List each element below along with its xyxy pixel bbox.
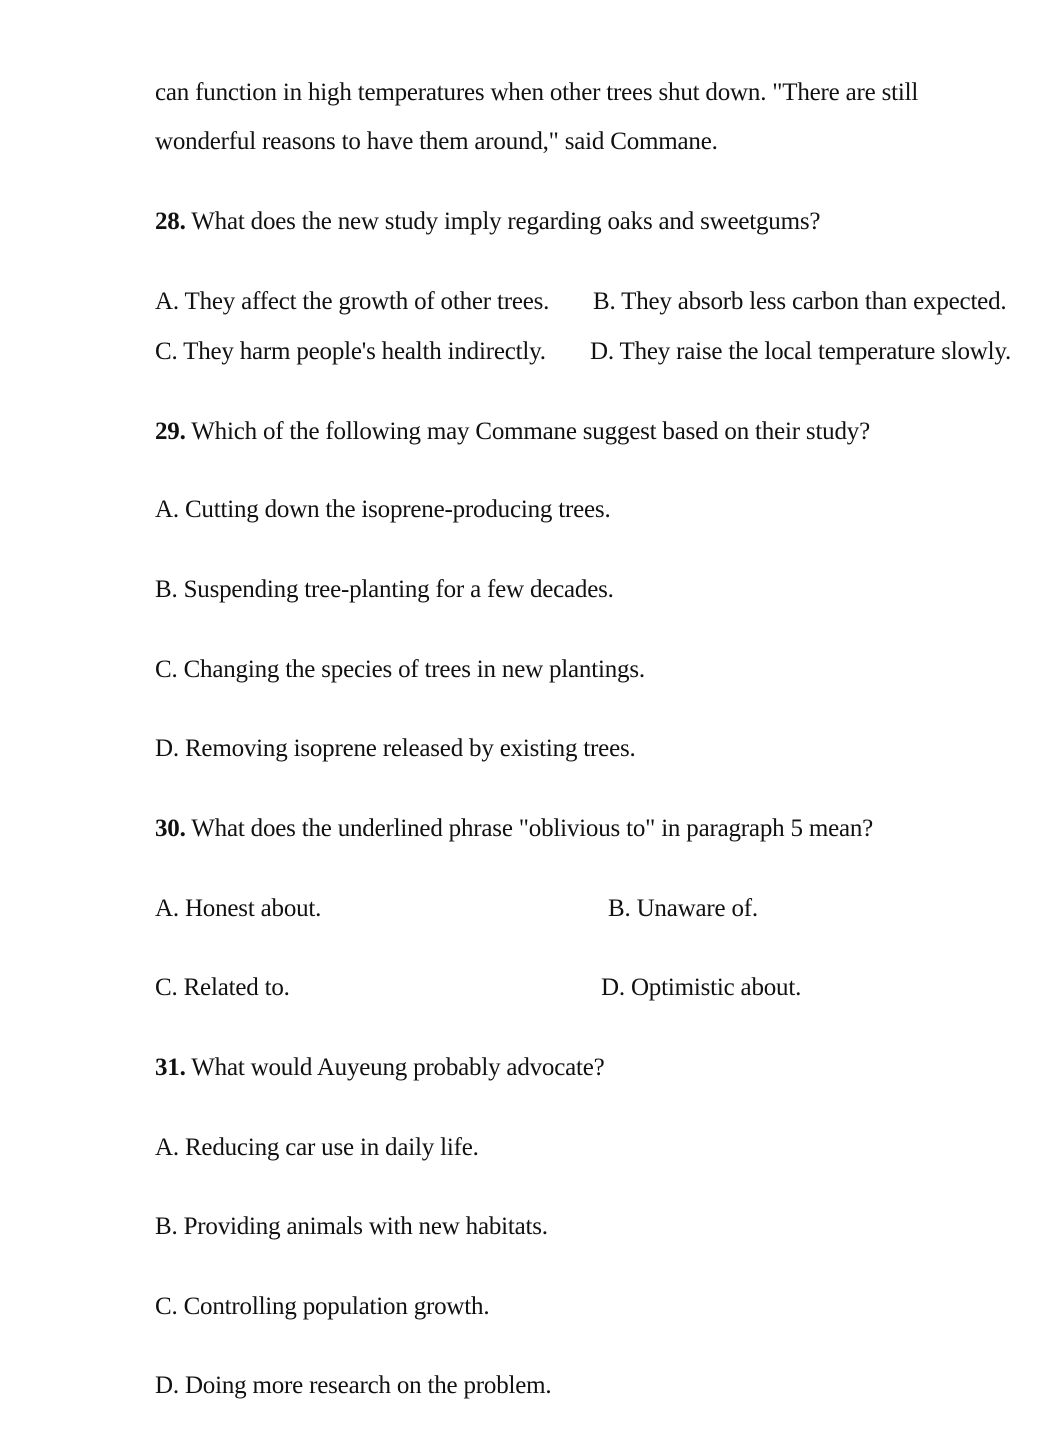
question-30 (155, 816, 873, 841)
question-31 (155, 1055, 605, 1080)
question-text: What does the new study imply regarding oaks and sweetgums? (185, 208, 821, 235)
q31-option-b: B. Providing animals with new habitats. (155, 1213, 548, 1240)
q30-option-d: D. Optimistic about. (601, 974, 802, 1001)
q31-option-c: C. Controlling population growth. (155, 1293, 490, 1320)
q28-option-c: C. They harm people's health indirectly. (155, 338, 546, 365)
question-number: 28. (155, 208, 186, 235)
q28-option-b: B. They absorb less carbon than expected. (593, 288, 1007, 315)
question-number: 31. (155, 1054, 186, 1081)
question-number: 29. (155, 418, 186, 445)
q29-option-d: D. Removing isoprene released by existing trees. (155, 735, 636, 762)
q28-option-d: D. They raise the local temperature slowly. (590, 338, 1012, 365)
question-text: What would Auyeung probably advocate? (185, 1054, 605, 1081)
q31-option-a: A. Reducing car use in daily life. (155, 1134, 479, 1161)
q29-option-a: A. Cutting down the isoprene-producing trees. (155, 496, 611, 523)
q29-option-c: C. Changing the species of trees in new plantings. (155, 656, 645, 683)
question-28 (155, 209, 820, 234)
q31-option-d: D. Doing more research on the problem. (155, 1372, 552, 1399)
question-text: What does the underlined phrase "oblivious to" in paragraph 5 mean? (185, 815, 874, 842)
question-number: 30. (155, 815, 186, 842)
q28-option-a: A. They affect the growth of other trees. (155, 288, 550, 315)
q30-option-b: B. Unaware of. (608, 895, 758, 922)
passage-line-2: wonderful reasons to have them around," said Commane. (155, 128, 718, 155)
question-29 (155, 419, 870, 444)
q30-option-c: C. Related to. (155, 974, 290, 1001)
q29-option-b: B. Suspending tree-planting for a few decades. (155, 576, 614, 603)
question-text: Which of the following may Commane suggest based on their study? (185, 418, 870, 445)
passage-line-1: can function in high temperatures when other trees shut down. "There are still (155, 79, 919, 106)
q30-option-a: A. Honest about. (155, 895, 322, 922)
